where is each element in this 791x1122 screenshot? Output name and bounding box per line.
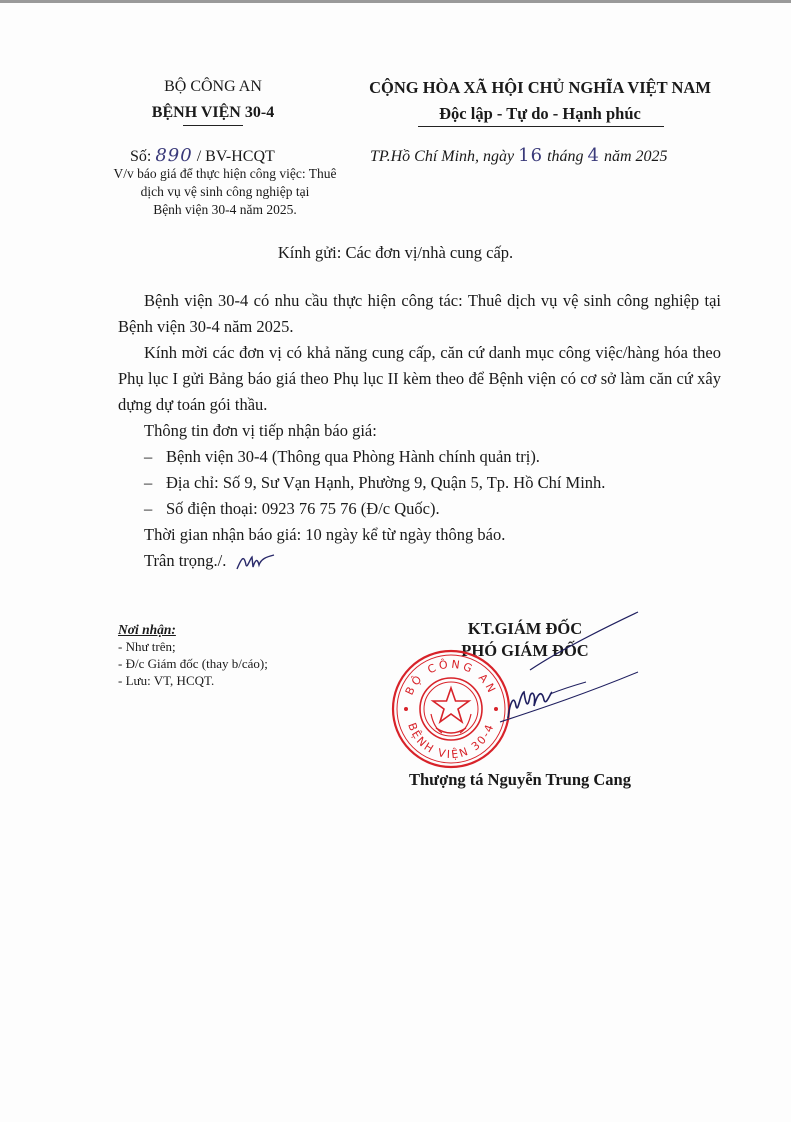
handwritten-signature-icon: [490, 610, 640, 740]
closing-text: Trân trọng./.: [144, 551, 227, 570]
subject-line: V/v báo giá để thực hiện công việc: Thuê: [113, 166, 337, 181]
subject-line: Bệnh viện 30-4 năm 2025.: [153, 202, 297, 217]
signer-name: Thượng tá Nguyễn Trung Cang: [409, 770, 631, 789]
date-month-label: tháng: [547, 148, 584, 165]
org-underline: [183, 125, 243, 126]
recipient-item: - Như trên;: [118, 639, 176, 654]
date-year: năm 2025: [603, 148, 668, 165]
body-paragraph-1: Bệnh viện 30-4 có nhu cầu thực hiện công tác: Thuê dịch vụ vệ sinh công nghiệp tại Bệnh viện 30-4 năm 2025.: [118, 291, 721, 336]
date-line: [370, 145, 668, 166]
letter-body: [118, 288, 721, 574]
doc-number-handwritten: 890: [155, 145, 193, 166]
seal-bottom-text: BỆNH VIỆN 30-4: [405, 721, 497, 762]
seal-top-text: BỘ CÔNG AN: [402, 657, 500, 698]
deadline: Thời gian nhận báo giá: 10 ngày kể từ ngày thông báo.: [144, 525, 506, 544]
subject: [95, 165, 355, 219]
doc-number-prefix: Số:: [130, 148, 152, 165]
contact-item: – Địa chỉ: Số 9, Sư Vạn Hạnh, Phường 9, Quận 5, Tp. Hồ Chí Minh.: [118, 470, 721, 496]
greeting: Kính gửi: Các đơn vị/nhà cung cấp.: [277, 243, 514, 262]
date-place: TP.Hồ Chí Minh, ngày: [370, 148, 515, 165]
org-name: BỆNH VIỆN 30-4: [151, 104, 275, 121]
nation-title: CỘNG HÒA XÃ HỘI CHỦ NGHĨA VIỆT NAM: [369, 78, 711, 97]
motto: Độc lập - Tự do - Hạnh phúc: [439, 104, 641, 123]
recipients-heading: Nơi nhận:: [118, 622, 176, 637]
signature-title-line-2: PHÓ GIÁM ĐỐC: [461, 641, 589, 660]
body-paragraph-2: Kính mời các đơn vị có khả năng cung cấp, căn cứ danh mục công việc/hàng hóa theo Phụ lục I gửi Bảng báo giá theo Phụ lục II kèm theo để Bệnh viện có cơ sở làm căn cứ xây dựng dự toán gói thầu.: [118, 343, 721, 414]
motto-underline: [418, 126, 664, 127]
closing: [118, 548, 721, 574]
subject-line: dịch vụ vệ sinh công nghiệp tại: [140, 184, 310, 199]
page-top-edge: [0, 0, 791, 3]
contact-intro: Thông tin đơn vị tiếp nhận báo giá:: [144, 421, 377, 440]
recipient-item: - Đ/c Giám đốc (thay b/cáo);: [118, 656, 268, 671]
parent-org: BỘ CÔNG AN: [164, 78, 262, 95]
date-day-handwritten: 16: [518, 145, 544, 166]
recipient-item: - Lưu: VT, HCQT.: [118, 673, 215, 688]
contact-item: – Bệnh viện 30-4 (Thông qua Phòng Hành chính quản trị).: [118, 444, 721, 470]
svg-text:BỆNH VIỆN 30-4: [405, 721, 497, 761]
initials-mark-icon: [234, 551, 278, 573]
date-month-handwritten: 4: [587, 145, 600, 166]
signature-title-line-1: KT.GIÁM ĐỐC: [467, 619, 583, 638]
recipients: [118, 621, 268, 689]
doc-number: [130, 145, 275, 166]
doc-number-suffix: / BV-HCQT: [196, 148, 275, 165]
contact-item: – Số điện thoại: 0923 76 75 76 (Đ/c Quốc).: [118, 496, 721, 522]
